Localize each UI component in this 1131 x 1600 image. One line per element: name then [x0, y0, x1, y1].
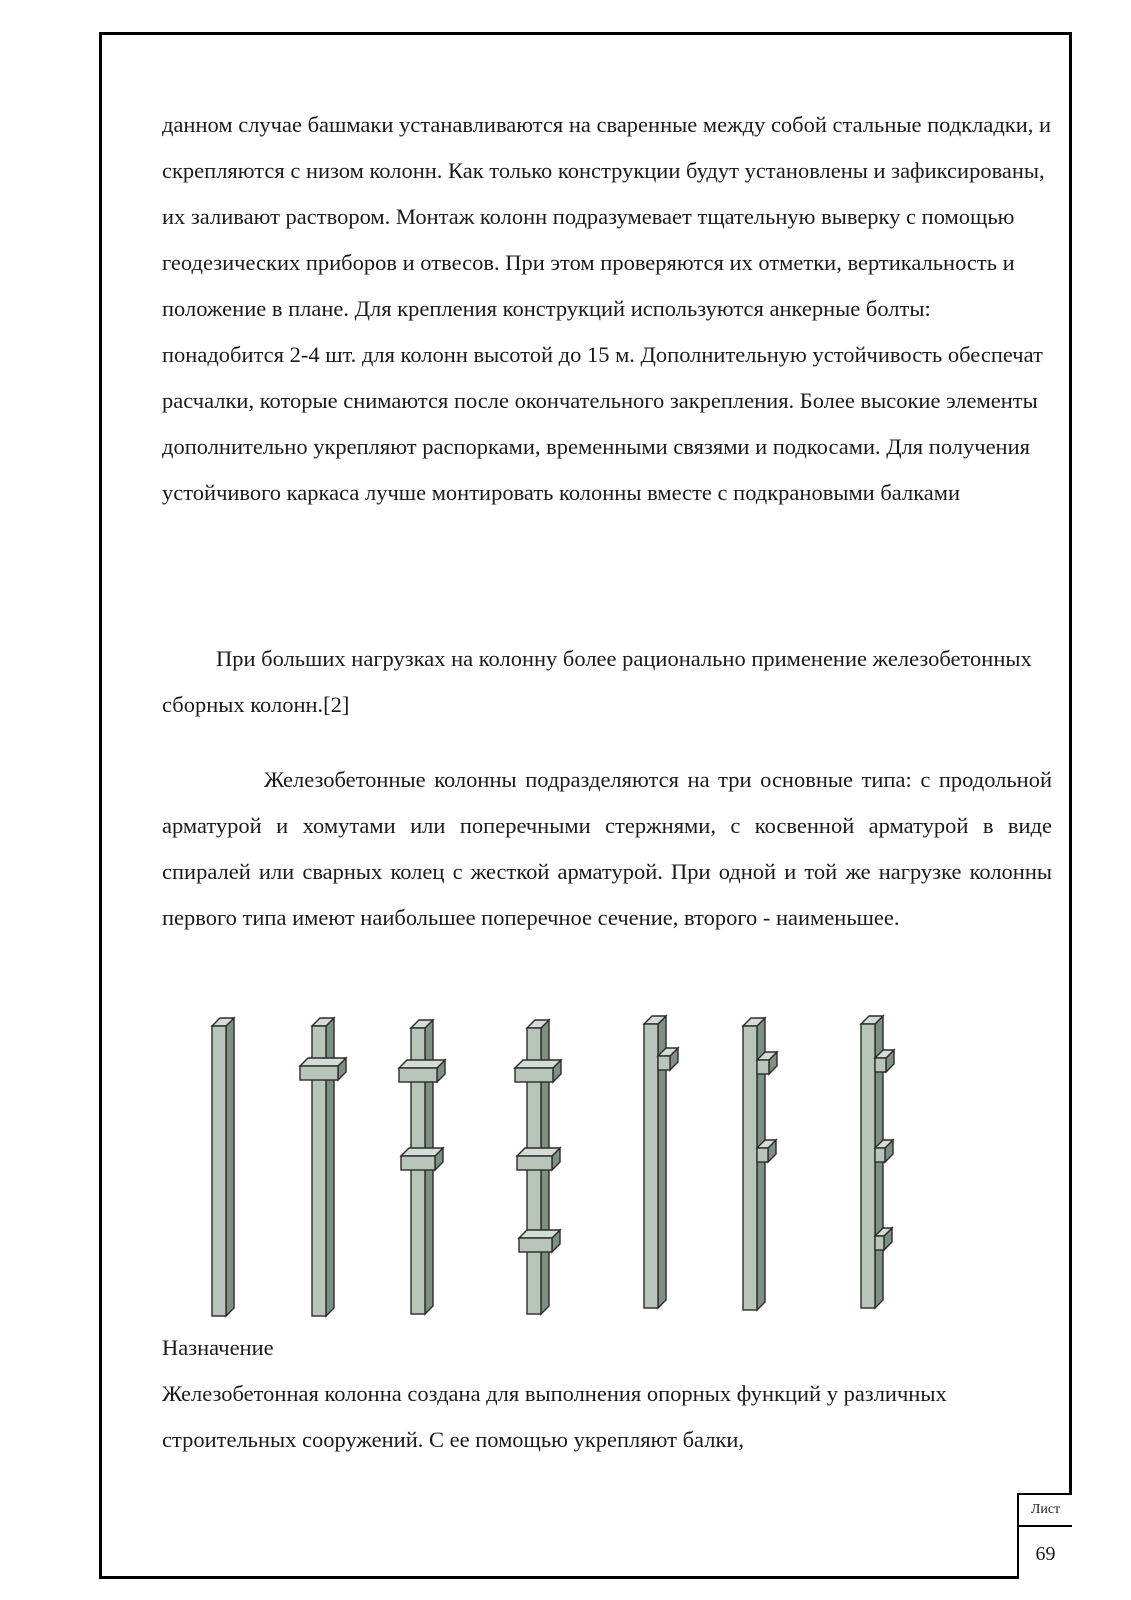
- paragraph-3: Железобетонные колонны подразделяются на три основные типа: с продольной арматурой и хомутами или поперечными стержнями, с косвенной арматурой в виде спиралей или сварных колец с жесткой арматурой. При одной и той же нагрузке колонны первого типа имеют наибольшее поперечное сечение, второго - наименьшее.: [162, 767, 1052, 930]
- column-one-double-console: [300, 1018, 346, 1316]
- sheet-label: Лист: [1019, 1495, 1072, 1527]
- paragraph-1: данном случае башмаки устанавливаются на сваренные между собой стальные подкладки, и скрепляются с низом колонн. Как только конструкции будут установлены и зафиксированы, их заливают раствором. Монтаж колонн подразумевает тщательную выверку с помощью геодезических приборов и отвесов. При этом проверяются их отметки, вертикальность и положение в плане. Для крепления конструкций используются анкерные болты: понадобится 2-4 шт. для колонн высотой до 15 м. Дополнительную устойчивость обеспечат расчалки, которые снимаются после окончательного закрепления. Более высокие элементы дополнительно укрепляют распорками, временными связями и подкосами. Для получения устойчивого каркаса лучше монтировать колонны вместе с подкрановыми балками: [162, 112, 1052, 505]
- paragraph-4: Железобетонная колонна создана для выполнения опорных функций у различных строительных сооружений. С ее помощью укрепляют балки,: [162, 1381, 947, 1452]
- columns-figure: [162, 1012, 962, 1332]
- column-three-double-consoles: [515, 1020, 561, 1314]
- sheet-stamp: [1017, 1493, 1072, 1579]
- column-plain: [212, 1018, 234, 1316]
- paragraph-2: При больших нагрузках на колонну более рационально применение железобетонных сборных колонн.[2]: [162, 646, 1032, 717]
- sheet-number: 69: [1035, 1543, 1056, 1565]
- column-two-double-consoles: [399, 1020, 445, 1314]
- column-three-single-consoles: [861, 1016, 894, 1308]
- column-one-single-console: [644, 1016, 678, 1308]
- column-two-single-consoles: [743, 1018, 777, 1310]
- section-title: Назначение: [162, 1335, 274, 1360]
